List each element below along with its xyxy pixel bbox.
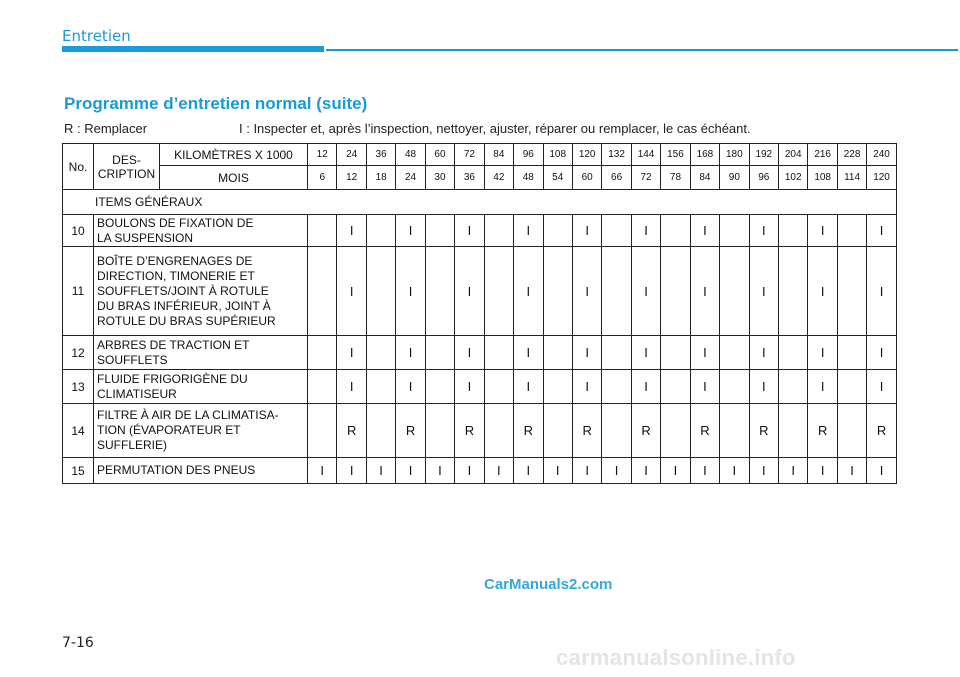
month-interval: 120 xyxy=(867,166,896,190)
item-description: BOULONS DE FIXATION DE LA SUSPENSION xyxy=(94,215,308,247)
schedule-mark: I xyxy=(572,215,601,247)
table-row xyxy=(63,215,897,247)
schedule-mark: I xyxy=(749,215,778,247)
schedule-mark xyxy=(661,404,690,458)
schedule-mark xyxy=(720,215,749,247)
item-description: PERMUTATION DES PNEUS xyxy=(94,458,308,484)
schedule-mark xyxy=(779,247,808,336)
item-number: 14 xyxy=(63,404,94,458)
table-row xyxy=(63,458,897,484)
schedule-mark xyxy=(837,404,866,458)
schedule-mark: I xyxy=(631,247,660,336)
km-header: KILOMÈTRES X 1000 xyxy=(160,144,308,166)
schedule-mark: I xyxy=(455,370,484,404)
schedule-mark xyxy=(484,247,513,336)
legend-replace: R : Remplacer xyxy=(64,121,148,136)
month-interval: 6 xyxy=(308,166,337,190)
table-row xyxy=(63,247,897,336)
schedule-mark: I xyxy=(572,247,601,336)
mois-header: MOIS xyxy=(160,166,308,190)
km-interval: 72 xyxy=(455,144,484,166)
km-interval: 180 xyxy=(720,144,749,166)
month-interval: 30 xyxy=(425,166,454,190)
km-interval: 144 xyxy=(631,144,660,166)
month-interval: 78 xyxy=(661,166,690,190)
month-interval: 12 xyxy=(337,166,366,190)
page-title: Programme d’entretien normal (suite) xyxy=(64,94,368,113)
page-number: 7-16 xyxy=(62,635,94,651)
section-title: Entretien xyxy=(62,27,131,45)
schedule-mark: I xyxy=(690,247,719,336)
schedule-mark xyxy=(837,215,866,247)
schedule-mark xyxy=(720,370,749,404)
schedule-mark xyxy=(484,336,513,370)
schedule-mark xyxy=(484,215,513,247)
schedule-mark: I xyxy=(690,336,719,370)
schedule-mark: I xyxy=(631,370,660,404)
item-number: 10 xyxy=(63,215,94,247)
schedule-mark xyxy=(366,336,395,370)
km-interval: 228 xyxy=(837,144,866,166)
schedule-mark: I xyxy=(396,336,425,370)
month-interval: 66 xyxy=(602,166,631,190)
schedule-mark: I xyxy=(514,336,543,370)
schedule-mark xyxy=(779,336,808,370)
schedule-mark xyxy=(720,336,749,370)
item-number: 13 xyxy=(63,370,94,404)
month-interval: 108 xyxy=(808,166,837,190)
header-rule-thick xyxy=(62,46,324,52)
schedule-mark: I xyxy=(867,215,896,247)
schedule-mark xyxy=(425,370,454,404)
schedule-mark: I xyxy=(837,458,866,484)
schedule-mark xyxy=(543,404,572,458)
schedule-mark: I xyxy=(572,336,601,370)
schedule-mark: R xyxy=(337,404,366,458)
schedule-mark: I xyxy=(396,458,425,484)
schedule-mark: I xyxy=(337,458,366,484)
schedule-mark xyxy=(837,247,866,336)
schedule-mark: I xyxy=(337,215,366,247)
schedule-mark xyxy=(366,247,395,336)
schedule-mark: I xyxy=(808,247,837,336)
schedule-mark: R xyxy=(455,404,484,458)
schedule-mark: I xyxy=(867,370,896,404)
schedule-mark: I xyxy=(631,458,660,484)
km-interval: 108 xyxy=(543,144,572,166)
schedule-mark: I xyxy=(808,215,837,247)
schedule-mark xyxy=(308,336,337,370)
schedule-mark xyxy=(602,404,631,458)
month-interval: 36 xyxy=(455,166,484,190)
schedule-mark: I xyxy=(749,336,778,370)
schedule-mark xyxy=(308,215,337,247)
general-items-row: ITEMS GÉNÉRAUX xyxy=(63,190,897,215)
schedule-mark xyxy=(661,247,690,336)
schedule-mark xyxy=(425,404,454,458)
schedule-mark xyxy=(308,404,337,458)
month-interval: 84 xyxy=(690,166,719,190)
description-header: DES- CRIPTION xyxy=(94,144,160,190)
schedule-mark xyxy=(602,336,631,370)
schedule-mark: I xyxy=(543,458,572,484)
maintenance-schedule-table xyxy=(62,143,897,484)
schedule-mark xyxy=(602,370,631,404)
schedule-mark: I xyxy=(749,370,778,404)
schedule-mark xyxy=(425,336,454,370)
schedule-mark: R xyxy=(690,404,719,458)
schedule-mark: I xyxy=(425,458,454,484)
month-interval: 114 xyxy=(837,166,866,190)
schedule-mark: I xyxy=(690,370,719,404)
schedule-mark: I xyxy=(455,247,484,336)
km-interval: 60 xyxy=(425,144,454,166)
schedule-mark: I xyxy=(396,247,425,336)
schedule-mark xyxy=(543,336,572,370)
schedule-mark: I xyxy=(690,458,719,484)
schedule-mark: I xyxy=(455,215,484,247)
schedule-mark xyxy=(779,215,808,247)
schedule-mark: I xyxy=(514,370,543,404)
item-description: FLUIDE FRIGORIGÈNE DU CLIMATISEUR xyxy=(94,370,308,404)
schedule-mark: I xyxy=(514,247,543,336)
schedule-mark: R xyxy=(631,404,660,458)
schedule-mark: I xyxy=(514,458,543,484)
schedule-mark xyxy=(661,215,690,247)
month-interval: 60 xyxy=(572,166,601,190)
item-description: FILTRE À AIR DE LA CLIMATISA- TION (ÉVAPORATEUR ET SUFFLERIE) xyxy=(94,404,308,458)
schedule-mark xyxy=(720,404,749,458)
schedule-mark xyxy=(543,215,572,247)
schedule-mark xyxy=(543,370,572,404)
km-interval: 36 xyxy=(366,144,395,166)
schedule-mark xyxy=(543,247,572,336)
schedule-mark xyxy=(308,370,337,404)
km-interval: 192 xyxy=(749,144,778,166)
schedule-mark: I xyxy=(396,215,425,247)
table-row xyxy=(63,404,897,458)
table-row xyxy=(63,370,897,404)
schedule-mark: I xyxy=(484,458,513,484)
month-interval: 72 xyxy=(631,166,660,190)
schedule-mark xyxy=(661,370,690,404)
item-description: BOÎTE D’ENGRENAGES DE DIRECTION, TIMONERIE ET SOUFFLETS/JOINT À ROTULE DU BRAS INFÉRIEUR, JOINT À ROTULE DU BRAS SUPÉRIEUR xyxy=(94,247,308,336)
table-row xyxy=(63,336,897,370)
schedule-mark: I xyxy=(720,458,749,484)
schedule-mark xyxy=(837,336,866,370)
schedule-mark xyxy=(366,215,395,247)
no-header: No. xyxy=(63,144,94,190)
item-number: 15 xyxy=(63,458,94,484)
km-interval: 96 xyxy=(514,144,543,166)
schedule-mark: R xyxy=(514,404,543,458)
schedule-mark: I xyxy=(366,458,395,484)
schedule-mark: I xyxy=(749,458,778,484)
footer-watermark: carmanualsonline.info xyxy=(556,645,796,670)
month-interval: 96 xyxy=(749,166,778,190)
schedule-mark: R xyxy=(808,404,837,458)
schedule-mark xyxy=(425,247,454,336)
schedule-mark: I xyxy=(779,458,808,484)
item-description: ARBRES DE TRACTION ET SOUFFLETS xyxy=(94,336,308,370)
km-interval: 24 xyxy=(337,144,366,166)
schedule-mark: I xyxy=(455,458,484,484)
watermark-link[interactable]: CarManuals2.com xyxy=(484,576,613,593)
month-interval: 102 xyxy=(779,166,808,190)
schedule-mark: I xyxy=(514,215,543,247)
km-interval: 204 xyxy=(779,144,808,166)
km-interval: 240 xyxy=(867,144,896,166)
km-interval: 156 xyxy=(661,144,690,166)
month-interval: 48 xyxy=(514,166,543,190)
schedule-mark xyxy=(366,404,395,458)
schedule-mark: I xyxy=(308,458,337,484)
schedule-mark xyxy=(366,370,395,404)
schedule-mark xyxy=(779,404,808,458)
km-interval: 12 xyxy=(308,144,337,166)
schedule-mark: I xyxy=(396,370,425,404)
schedule-mark xyxy=(308,247,337,336)
schedule-mark: I xyxy=(867,336,896,370)
schedule-mark: I xyxy=(602,458,631,484)
schedule-mark: R xyxy=(867,404,896,458)
schedule-mark: I xyxy=(631,215,660,247)
schedule-mark: I xyxy=(808,458,837,484)
schedule-mark: I xyxy=(867,458,896,484)
legend-inspect: I : Inspecter et, après l’inspection, nettoyer, ajuster, réparer ou remplacer, le cas échéant. xyxy=(239,121,751,136)
schedule-mark xyxy=(425,215,454,247)
schedule-mark xyxy=(720,247,749,336)
schedule-mark: I xyxy=(631,336,660,370)
month-interval: 18 xyxy=(366,166,395,190)
schedule-mark xyxy=(484,404,513,458)
schedule-mark: I xyxy=(455,336,484,370)
schedule-mark: I xyxy=(572,370,601,404)
schedule-mark: R xyxy=(572,404,601,458)
km-interval: 168 xyxy=(690,144,719,166)
km-interval: 84 xyxy=(484,144,513,166)
schedule-mark xyxy=(837,370,866,404)
schedule-mark: I xyxy=(749,247,778,336)
schedule-mark xyxy=(779,370,808,404)
km-interval: 120 xyxy=(572,144,601,166)
km-interval: 216 xyxy=(808,144,837,166)
schedule-mark: R xyxy=(396,404,425,458)
month-interval: 42 xyxy=(484,166,513,190)
schedule-mark: I xyxy=(690,215,719,247)
schedule-mark xyxy=(484,370,513,404)
schedule-mark: I xyxy=(337,247,366,336)
item-number: 11 xyxy=(63,247,94,336)
schedule-mark: I xyxy=(808,336,837,370)
schedule-mark: I xyxy=(661,458,690,484)
schedule-mark: I xyxy=(337,370,366,404)
month-interval: 90 xyxy=(720,166,749,190)
month-interval: 54 xyxy=(543,166,572,190)
header-rule-thin xyxy=(326,49,958,51)
schedule-mark xyxy=(602,247,631,336)
km-interval: 48 xyxy=(396,144,425,166)
schedule-mark: I xyxy=(337,336,366,370)
schedule-mark: R xyxy=(749,404,778,458)
item-number: 12 xyxy=(63,336,94,370)
km-interval: 132 xyxy=(602,144,631,166)
schedule-mark xyxy=(661,336,690,370)
schedule-mark: I xyxy=(572,458,601,484)
schedule-mark xyxy=(602,215,631,247)
schedule-mark: I xyxy=(808,370,837,404)
schedule-mark: I xyxy=(867,247,896,336)
month-interval: 24 xyxy=(396,166,425,190)
